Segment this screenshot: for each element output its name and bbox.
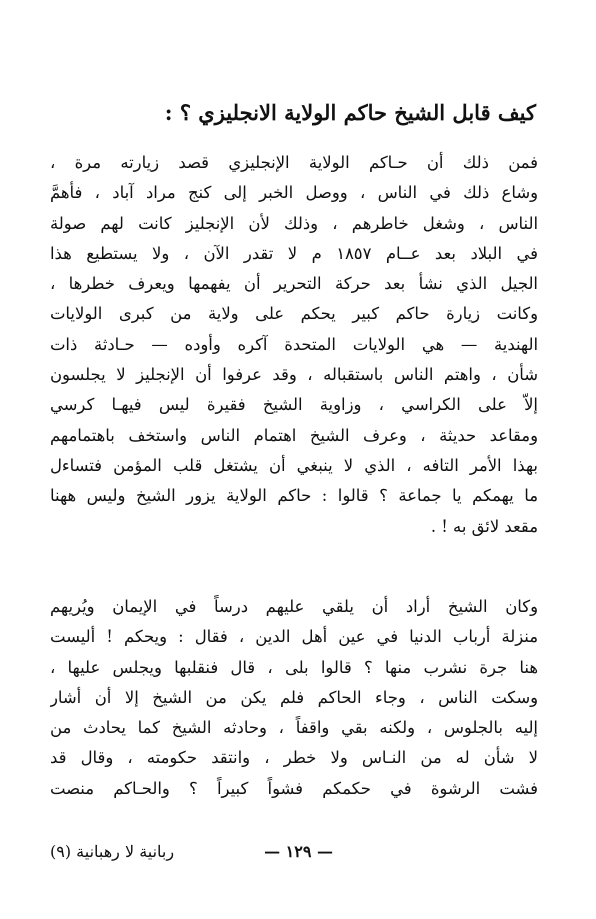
text-line: إليه بالجلوس ، ولكنه بقي واقفاً ، وحادثه الشيخ كما يحادث من — [50, 718, 538, 738]
paragraph-2 — [50, 592, 538, 804]
text-line: ما يهمكم يا جماعة ؟ قالوا : حاكم الولاية يزور الشيخ وليس ههنا — [50, 486, 538, 506]
text-line: ومقاعد حديثة ، وعرف الشيخ اهتمام الناس واستخف باهتمامهم — [50, 425, 538, 445]
text-line: وكانت زيارة حاكم كبير يحكم على ولاية من كبرى الولايات — [50, 304, 538, 324]
text-line: فشت الرشوة في حكمكم فشواً كبيراً ؟ والحـاكم منصت — [50, 778, 538, 798]
text-line: وكان الشيخ أراد أن يلقي عليهم درساً في الإيمان ويُريهم — [50, 597, 538, 616]
page-footer — [50, 842, 538, 872]
text-line: منزلة أرباب الدنيا في عين أهل الدين ، فقال : ويحكم ! أليست — [50, 627, 538, 647]
text-line: فمن ذلك أن حـاكم الولاية الإنجليزي قصد زيارته مرة ، — [50, 153, 538, 172]
text-line: وسكت الناس ، وجاء الحاكم فلم يكن من الشيخ إلا أن أشار — [50, 687, 538, 707]
page-number: — ١٢٩ — — [264, 842, 333, 861]
text-line: وشاع ذلك في الناس ، ووصل الخبر إلى كنج مراد آباد ، فأهمَّ — [50, 183, 538, 203]
text-line: في البلاد بعد عــام ١٨٥٧ م لا تقدر الآن ، ولا يستطيع هذا — [50, 243, 538, 263]
text-line: بهذا الأمر التافه ، الذي لا ينبغي أن يشتغل قلب المؤمن فتساءل — [50, 455, 538, 475]
text-line: لا شأن له من النـاس ولا خطر ، وانتقد حكومته ، وقال قد — [50, 748, 538, 768]
text-line: الهندية — هي الولايات المتحدة آكره وأوده — حـادثة ذات — [50, 334, 538, 354]
paragraph-1 — [50, 148, 538, 542]
text-line: الجيل الذي نشأ بعد حركة التحرير أن يفهمها ويعرف خطرها ، — [50, 274, 538, 294]
text-line: شأن ، واهتم الناس باستقباله ، وقد عرفوا أن الإنجليز لا يجلسون — [50, 365, 538, 385]
section-heading: كيف قابل الشيخ حاكم الولاية الانجليزي ؟ : — [164, 100, 536, 125]
text-line: مقعد لائق به ! . — [430, 516, 538, 536]
text-line: الناس ، وشغل خاطرهم ، وذلك لأن الإنجليز كانت لهم صولة — [50, 213, 538, 233]
text-line: إلاّ على الكراسي ، وزاوية الشيخ فقيرة ليس فيهـا كرسي — [50, 395, 538, 415]
running-book-title: ربانية لا رهبانية (٩) — [50, 842, 175, 861]
text-line: هنا جرة نشرب منها ؟ قالوا بلى ، قال فنقلبها ويجلس عليها ، — [50, 657, 538, 677]
